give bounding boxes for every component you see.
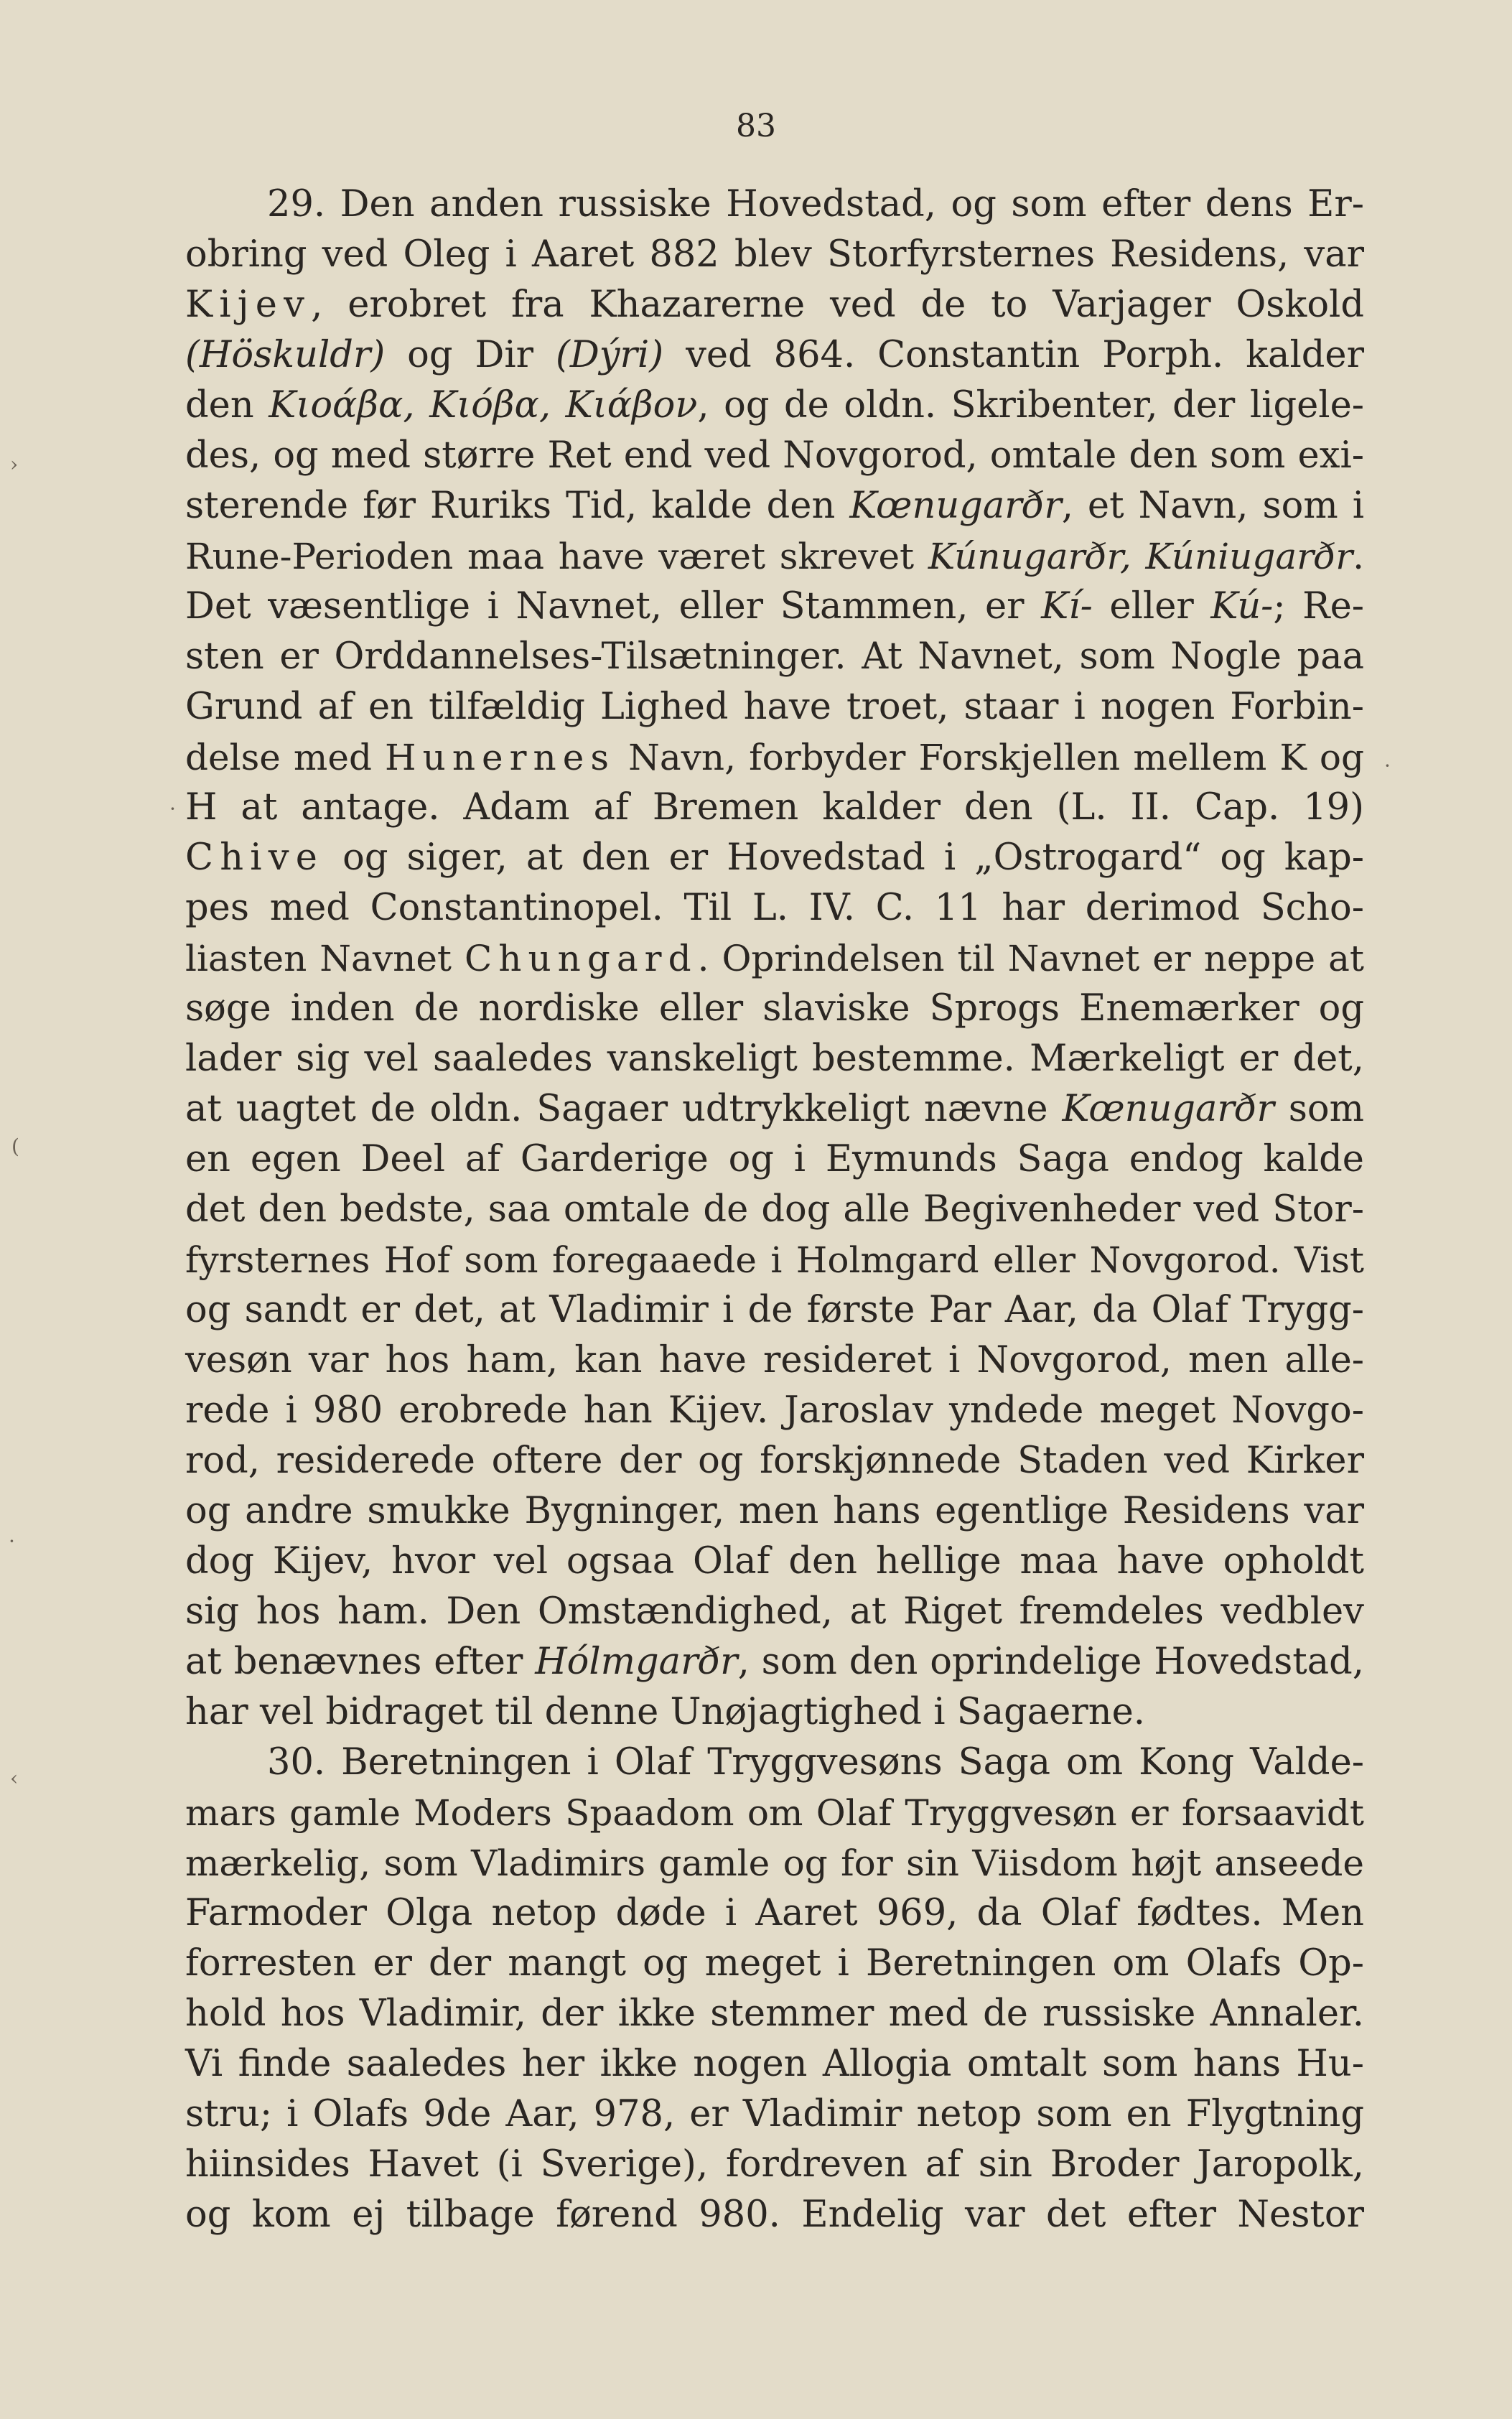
text-run: liasten Navnet (185, 938, 465, 979)
text-line-p29_l13 (185, 783, 1364, 833)
spaced-term: Chive (185, 836, 325, 879)
spaced-term: Hunernes (385, 737, 615, 778)
text-run: eller (1092, 585, 1211, 628)
text-line-p30_l01 (185, 1738, 1364, 1788)
text-line-p29_l24 (185, 1336, 1364, 1386)
text-run: rede i 980 erobrede han Kijev. Jaroslav yndede meget Novgo- (185, 1389, 1364, 1432)
text-block (185, 180, 1364, 2240)
text-line-p30_l08 (185, 2089, 1364, 2140)
text-run: delse med (185, 737, 386, 778)
text-run: vesøn var hos ham, kan have resideret i Novgorod, men alle- (185, 1339, 1364, 1381)
text-line-p29_l23 (185, 1285, 1364, 1336)
text-run: obring ved Oleg i Aaret 882 blev Storfyrsternes Residens, var (185, 233, 1364, 276)
italic-term: (Höskuldr) (185, 334, 386, 376)
text-line-p29_l26 (185, 1436, 1364, 1486)
text-run: sten er Orddannelses-Tilsætninger. At Navnet, som Nogle paa (185, 635, 1364, 678)
text-run: og kom ej tilbage førend 980. Endelig var det efter Nestor (185, 2194, 1364, 2236)
text-run: 30. Beretningen i Olaf Tryggvesøns Saga om Kong Valde- (267, 1741, 1364, 1784)
text-line-p29_l29 (185, 1587, 1364, 1637)
text-run: forresten er der mangt og meget i Beretningen om Olafs Op- (185, 1942, 1364, 1985)
text-run: . Oprindelsen til Navnet er neppe at (697, 938, 1364, 979)
text-run: , og de oldn. Skribenter, der ligele- (697, 384, 1365, 427)
text-run: Grund af en tilfældig Lighed have troet, staar i nogen Forbin- (185, 686, 1364, 728)
text-line-p30_l05 (185, 1939, 1364, 1989)
italic-term: Kœnugarðr (849, 485, 1062, 527)
text-line-p29_l27 (185, 1486, 1364, 1537)
text-run: mærkelig, som Vladimirs gamle og for sin Viisdom højt anseede (185, 1842, 1364, 1884)
margin-mark: ‹ (10, 1766, 19, 1790)
page-number: 83 (736, 108, 776, 144)
text-line-p29_l10 (185, 632, 1364, 682)
text-run: at benævnes efter (185, 1641, 536, 1683)
text-run: pes med Constantinopel. Til L. IV. C. 11 har derimod Scho- (185, 887, 1364, 929)
text-run: Navn, forbyder Forskjellen mellem K og (615, 737, 1364, 778)
text-line-p29_l12 (185, 732, 1364, 783)
text-line-p29_l25 (185, 1386, 1364, 1436)
margin-mark: › (10, 452, 19, 476)
text-line-p30_l09 (185, 2140, 1364, 2190)
text-line-p29_l07 (185, 481, 1364, 531)
text-run: Vi finde saaledes her ikke nogen Allogia omtalt som hans Hu- (185, 2043, 1364, 2085)
italic-term: Hólmgarðr (535, 1641, 738, 1683)
text-run: at uagtet de oldn. Sagaer udtrykkeligt nævne (185, 1088, 1063, 1130)
text-run: ; Re- (1273, 585, 1364, 628)
text-line-p29_l22 (185, 1235, 1364, 1285)
text-run: , som den oprindelige Hovedstad, (737, 1641, 1364, 1683)
text-run: . (1353, 536, 1364, 577)
text-line-p29_l17 (185, 984, 1364, 1034)
spaced-term: Kijev (185, 284, 312, 326)
text-line-p30_l03 (185, 1838, 1364, 1888)
text-run: Rune-Perioden maa have været skrevet (185, 536, 928, 577)
text-line-p29_l11 (185, 682, 1364, 732)
text-line-p29_l21 (185, 1185, 1364, 1235)
text-line-p29_l19 (185, 1084, 1364, 1134)
text-line-p30_l10 (185, 2190, 1364, 2240)
text-run: stru; i Olafs 9de Aar, 978, er Vladimir netop som en Flygtning (185, 2093, 1364, 2135)
text-line-p29_l04 (185, 330, 1364, 381)
text-run: den (185, 384, 269, 427)
text-line-p29_l08 (185, 531, 1364, 582)
text-line-p29_l16 (185, 933, 1364, 984)
italic-term: Kúnugarðr, Kúniugarðr (928, 536, 1353, 577)
text-line-p29_l30 (185, 1637, 1364, 1687)
text-run: og sandt er det, at Vladimir i de første Par Aar, da Olaf Trygg- (185, 1289, 1364, 1331)
text-run: dog Kijev, hvor vel ogsaa Olaf den hellige maa have opholdt (185, 1540, 1364, 1583)
text-run: 29. Den anden russiske Hovedstad, og som efter dens Er- (267, 183, 1364, 225)
text-run: ved 864. Constantin Porph. kalder (663, 334, 1364, 376)
text-run: og andre smukke Bygninger, men hans egentlige Residens var (185, 1490, 1364, 1532)
text-run: mars gamle Moders Spaadom om Olaf Tryggvesøn er forsaavidt (185, 1792, 1364, 1834)
text-line-p29_l05 (185, 381, 1364, 431)
text-line-p29_l03 (185, 280, 1364, 330)
text-run: rod, residerede oftere der og forskjønnede Staden ved Kirker (185, 1440, 1364, 1482)
italic-term: Kú- (1210, 585, 1274, 628)
text-line-p29_l14 (185, 833, 1364, 883)
text-run: har vel bidraget til denne Unøjagtighed i Sagaerne. (185, 1691, 1145, 1733)
margin-mark: ( (11, 1134, 19, 1158)
text-run: en egen Deel af Garderige og i Eymunds Saga endog kalde (185, 1138, 1364, 1180)
text-run: sterende før Ruriks Tid, kalde den (185, 485, 850, 527)
margin-mark: · (169, 797, 176, 821)
italic-term: Kœnugarðr (1062, 1088, 1274, 1130)
text-run: lader sig vel saaledes vanskeligt bestemme. Mærkeligt er det, (185, 1038, 1364, 1080)
text-line-p29_l02 (185, 230, 1364, 280)
text-line-p29_l28 (185, 1537, 1364, 1587)
text-run: det den bedste, saa omtale de dog alle Begivenheder ved Stor- (185, 1188, 1364, 1231)
text-line-p30_l06 (185, 1989, 1364, 2039)
text-run: sig hos ham. Den Omstændighed, at Riget fremdeles vedblev (185, 1590, 1364, 1633)
text-line-p29_l09 (185, 582, 1364, 632)
greek-term: Κιοάβα, Κιόβα, Κιάβον (269, 384, 698, 427)
text-line-p29_l15 (185, 883, 1364, 933)
text-line-p30_l04 (185, 1888, 1364, 1939)
text-line-p29_l18 (185, 1034, 1364, 1084)
text-run: hold hos Vladimir, der ikke stemmer med de russiske Annaler. (185, 1992, 1364, 2035)
text-run: , erobret fra Khazarerne ved de to Varjager Oskold (311, 284, 1364, 326)
margin-mark: · (1384, 754, 1391, 778)
text-line-p29_l31 (185, 1687, 1364, 1738)
text-line-p29_l06 (185, 431, 1364, 481)
spaced-term: Chungard (464, 938, 698, 979)
text-run: og Dir (385, 334, 556, 376)
text-line-p30_l02 (185, 1788, 1364, 1838)
text-line-p29_l01 (185, 180, 1364, 230)
text-run: H at antage. Adam af Bremen kalder den (L. II. Cap. 19) (185, 786, 1364, 829)
margin-mark: · (9, 1529, 15, 1553)
text-line-p30_l07 (185, 2039, 1364, 2089)
text-run: Farmoder Olga netop døde i Aaret 969, da Olaf fødtes. Men (185, 1892, 1364, 1934)
text-run: Det væsentlige i Navnet, eller Stammen, er (185, 585, 1042, 628)
italic-term: (Dýri) (555, 334, 664, 376)
text-run: fyrsternes Hof som foregaaede i Holmgard eller Novgorod. Vist (185, 1239, 1364, 1281)
text-line-p29_l20 (185, 1134, 1364, 1185)
text-run: som (1274, 1088, 1364, 1130)
text-run: søge inden de nordiske eller slaviske Sprogs Enemærker og (185, 987, 1364, 1030)
text-run: hiinsides Havet (i Sverige), fordreven af sin Broder Jaropolk, (185, 2143, 1364, 2186)
text-run: des, og med større Ret end ved Novgorod, omtale den som exi- (185, 434, 1364, 477)
italic-term: Kí- (1041, 585, 1093, 628)
text-run: og siger, at den er Hovedstad i „Ostrogard“ og kap- (324, 836, 1364, 879)
text-run: , et Navn, som i (1061, 485, 1365, 527)
